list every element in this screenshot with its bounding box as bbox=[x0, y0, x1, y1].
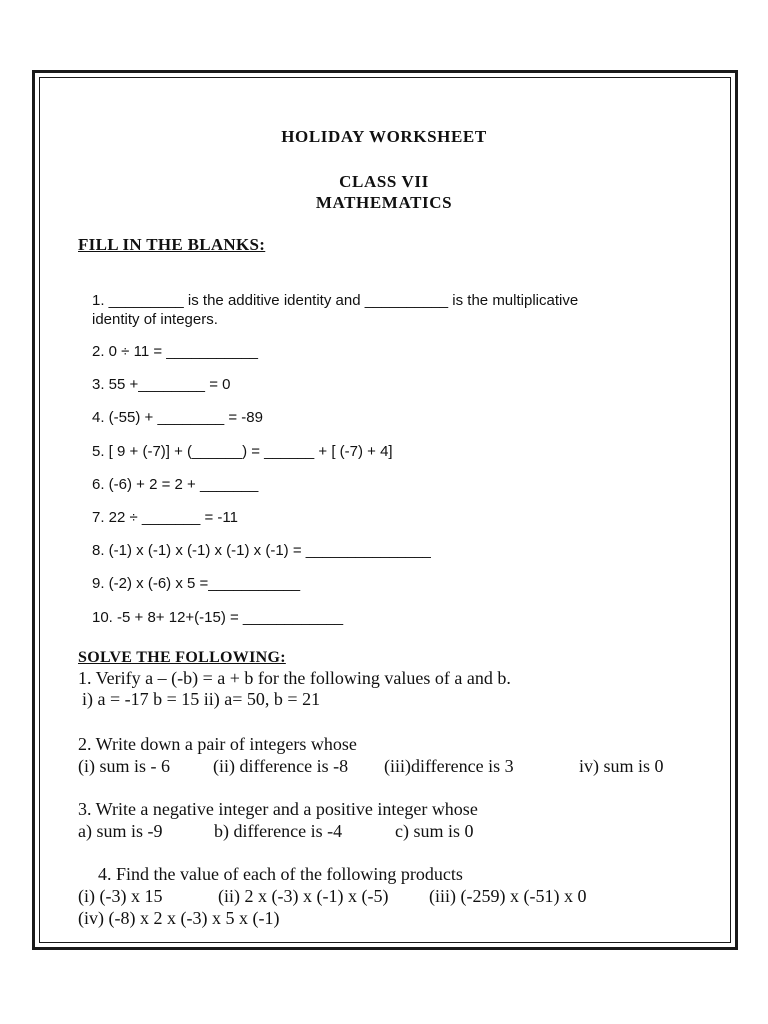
blank-question-7: 7. 22 ÷ _______ = -11 bbox=[92, 509, 238, 526]
blank-question-5: 5. [ 9 + (-7)] + (______) = ______ + [ (-7) + 4] bbox=[92, 443, 393, 460]
blank-question-4: 4. (-55) + ________ = -89 bbox=[92, 409, 263, 426]
solve-question-2-option-1: (i) sum is - 6 bbox=[78, 756, 170, 776]
solve-question-3-option-a: a) sum is -9 bbox=[78, 821, 163, 841]
subject-label: MATHEMATICS bbox=[315, 193, 453, 212]
blank-question-9: 9. (-2) x (-6) x 5 =___________ bbox=[92, 575, 301, 592]
solve-question-4-option-2: (ii) 2 x (-3) x (-1) x (-5) bbox=[218, 886, 389, 906]
worksheet-title: HOLIDAY WORKSHEET bbox=[281, 127, 487, 146]
blank-question-3: 3. 55 +________ = 0 bbox=[92, 376, 231, 393]
blank-question-1-line-1: 1. _________ is the additive identity and __________ is the multiplicative bbox=[92, 292, 579, 309]
blank-question-8: 8. (-1) x (-1) x (-1) x (-1) x (-1) = _______________ bbox=[92, 542, 431, 559]
class-label: CLASS VII bbox=[339, 172, 429, 191]
blank-question-2: 2. 0 ÷ 11 = ___________ bbox=[92, 343, 259, 360]
solve-question-2-option-3: (iii)difference is 3 bbox=[384, 756, 514, 776]
solve-question-1: 1. Verify a – (-b) = a + b for the following values of a and b. bbox=[78, 668, 511, 688]
blank-question-1-line-2: identity of integers. bbox=[92, 311, 218, 328]
solve-question-4: 4. Find the value of each of the following products bbox=[98, 864, 463, 884]
solve-question-3-option-b: b) difference is -4 bbox=[214, 821, 343, 841]
solve-question-4-option-4: (iv) (-8) x 2 x (-3) x 5 x (-1) bbox=[78, 908, 280, 928]
solve-question-3-option-c: c) sum is 0 bbox=[395, 821, 474, 841]
solve-question-2: 2. Write down a pair of integers whose bbox=[78, 734, 357, 754]
solve-following-heading: SOLVE THE FOLLOWING: bbox=[78, 649, 286, 666]
solve-question-4-option-1: (i) (-3) x 15 bbox=[78, 886, 163, 906]
fill-in-blanks-heading: FILL IN THE BLANKS: bbox=[78, 235, 266, 254]
solve-question-1-values: i) a = -17 b = 15 ii) a= 50, b = 21 bbox=[82, 689, 321, 709]
solve-question-2-option-4: iv) sum is 0 bbox=[579, 756, 664, 776]
solve-question-4-option-3: (iii) (-259) x (-51) x 0 bbox=[429, 886, 587, 906]
blank-question-6: 6. (-6) + 2 = 2 + _______ bbox=[92, 476, 259, 493]
solve-question-2-option-2: (ii) difference is -8 bbox=[213, 756, 349, 776]
blank-question-10: 10. -5 + 8+ 12+(-15) = ____________ bbox=[92, 609, 344, 626]
solve-question-3: 3. Write a negative integer and a positive integer whose bbox=[78, 799, 478, 819]
